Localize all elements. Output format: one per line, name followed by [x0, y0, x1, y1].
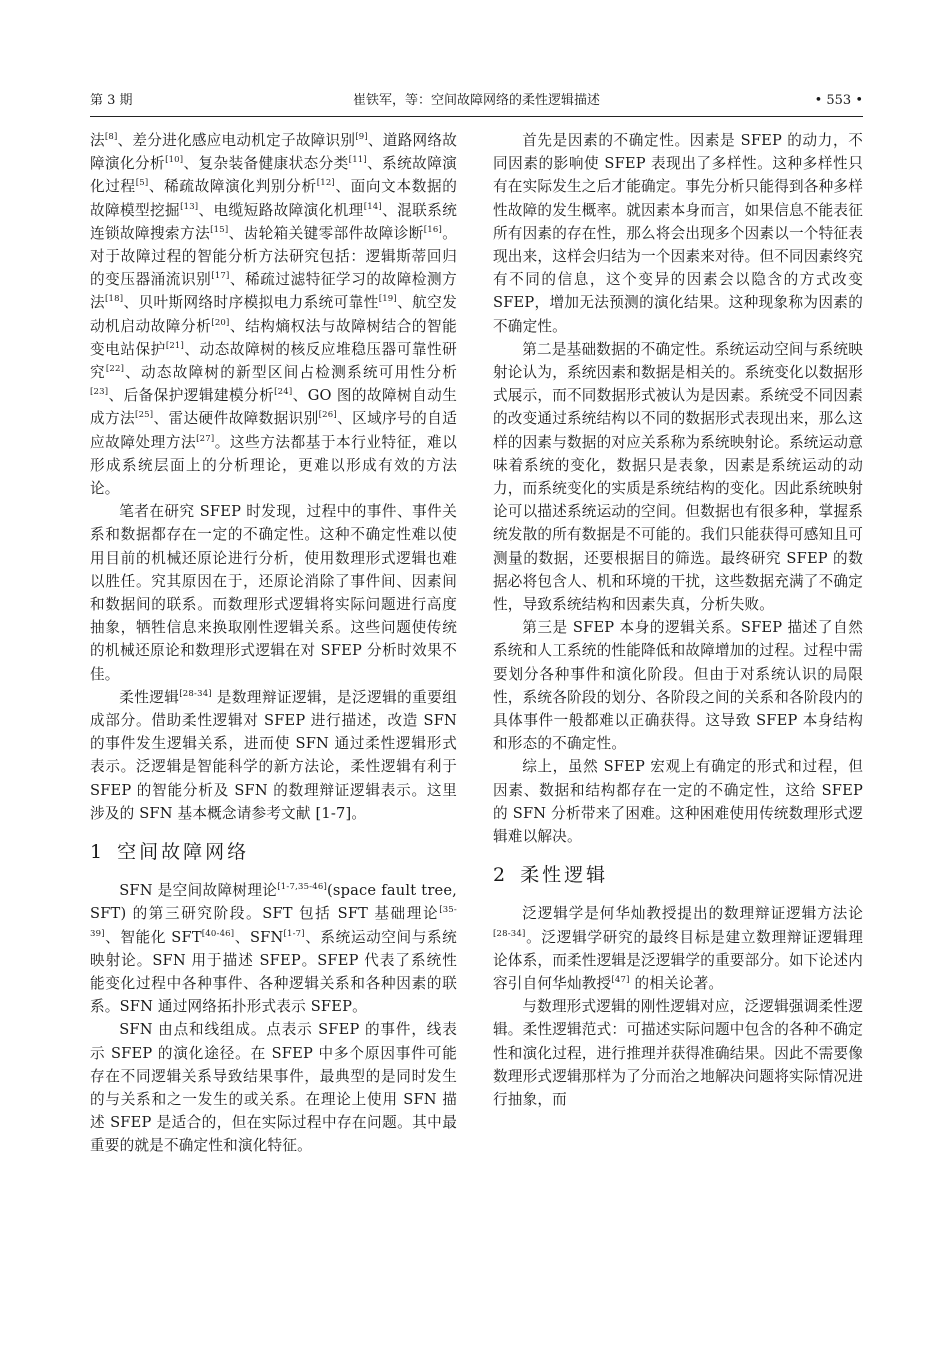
paragraph: 第二是基础数据的不确定性。系统运动空间与系统映射论认为，系统因素和数据是相关的。系统变化以数据形式展示，而不同数据形式被认为是因素。系统受不同因素的改变通过系统结构以不同的数据形式表现出来，那么这样的因素与数据的对应关系称为系统映射论。系统运动意味着系统的变化，数据只是表象，因素是系统运动的动力，而系统变化的实质是系统结构的变化。因此系统映射论可以描述系统运动的空间。但数据也有很多种，掌握系统发散的所有数据是不可能的。我们只能获得可感知且可测量的数据，还要根据目的筛选。最终研究 SFEP 的数据必将包含人、机和环境的干扰，这些数据充满了不确定性，导致系统结构和因素失真，分析失败。: [493, 340, 863, 614]
citation-ref: [24]: [274, 387, 293, 398]
section-heading: [90, 839, 457, 865]
section-heading: [493, 862, 863, 888]
citation-ref: [35-39]: [90, 905, 457, 939]
section-number: 1: [90, 841, 106, 864]
paragraph: 泛逻辑学是何华灿教授提出的数理辩证逻辑方法论[28-34]。泛逻辑学研究的最终目标是建立数理辩证逻辑理论体系，而柔性逻辑是泛逻辑学的重要部分。如下论述内容引自何华灿教授[47] 的相关论著。: [493, 905, 863, 992]
citation-ref: [21]: [165, 340, 185, 351]
paragraph: 法[8]、差分进化感应电动机定子故障识别[9]、道路网络故障演化分析[10]、复杂装备健康状态分类[11]、系统故障演化过程[5]、稀疏故障演化判别分析[12]、面向文本数据的故障模型挖掘[13]、电缆短路故障演化机理[14]、混联系统连锁故障搜索方法[15]、齿轮箱关键零部件故障诊断[16]。对于故障过程的智能分析方法研究包括：逻辑斯蒂回归的变压器涌流识别[17]、稀疏过滤特征学习的故障检测方法[18]、贝叶斯网络时序模拟电力系统可靠性[19]、航空发动机启动故障分析[20]、结构熵权法与故障树结合的智能变电站保护[21]、动态故障树的核反应堆稳压器可靠性研究[22]、动态故障树的新型区间占检测系统可用性分析[23]、后备保护逻辑建模分析[24]、GO 图的故障树自动生成方法[25]、雷达硬件故障数据识别[26]、区域序号的自适应故障处理方法[27]。这些方法都基于本行业特征，难以形成系统层面上的分析理论，更难以形成有效的方法论。: [90, 132, 458, 498]
paragraph: 首先是因素的不确定性。因素是 SFEP 的动力，不同因素的影响使 SFEP 表现出了多样性。这种多样性只有在实际发生之后才能确定。事先分析只能得到各种多样性故障的发生概率。就因素本身而言，如果信息不能表征所有因素的存在性，那么将会出现多个因素以一个特征表现出来，这样会归结为一个因素来对待。但不同因素终究有不同的信息，这个变异的因素会以隐含的方式改变 SFEP，增加无法预测的演化结果。这种现象称为因素的不确定性。: [493, 132, 863, 335]
citation-ref: [27]: [196, 433, 215, 444]
citation-ref: [28-34]: [493, 928, 526, 939]
running-header: [90, 88, 863, 114]
running-title: 崔铁军，等：空间故障网络的柔性逻辑描述: [352, 93, 600, 108]
citation-ref: [11]: [348, 155, 367, 166]
paragraph: 第三是 SFEP 本身的逻辑关系。SFEP 描述了自然系统和人工系统的性能降低和故障增加的过程。过程中需要划分各种事件和演化阶段。但由于对系统认识的局限性，系统各阶段的划分、各阶段之间的关系和各阶段内的具体事件一般都难以正确获得。这导致 SFEP 本身结构和形态的不确定性。: [493, 619, 863, 753]
section-title: 柔性逻辑: [520, 864, 609, 887]
citation-ref: [22]: [105, 364, 125, 375]
citation-ref: [19]: [378, 294, 397, 305]
citation-ref: [12]: [316, 178, 335, 189]
citation-ref: [16]: [423, 224, 442, 235]
citation-ref: [28-34]: [179, 688, 212, 699]
citation-ref: [1-7]: [283, 928, 305, 939]
citation-ref: [14]: [363, 201, 382, 212]
header-rule: [90, 116, 863, 117]
citation-ref: [20]: [211, 317, 230, 328]
citation-ref: [17]: [211, 271, 230, 282]
paragraph: 与数理形式逻辑的刚性逻辑对应，泛逻辑强调柔性逻辑。柔性逻辑范式：可描述实际问题中包含的各种不确定性和演化过程，进行推理并获得准确结果。因此不需要像数理形式逻辑那样为了分而治之地解决问题将实际情况进行抽象，而: [493, 998, 863, 1108]
section-number: 2: [493, 864, 509, 887]
citation-ref: [15]: [210, 224, 229, 235]
citation-ref: [23]: [90, 387, 109, 398]
right-column: [493, 129, 863, 1111]
paragraph: 柔性逻辑[28-34] 是数理辩证逻辑，是泛逻辑的重要组成部分。借助柔性逻辑对 SFEP 进行描述，改造 SFN 的事件发生逻辑关系，进而使 SFN 通过柔性逻辑形式表示。泛逻辑是智能科学的新方法论，柔性逻辑有利于 SFEP 的智能分析及 SFN 的数理辩证逻辑表示。这里涉及的 SFN 基本概念请参考文献 [1-7]。: [90, 688, 457, 822]
section-title: 空间故障网络: [117, 841, 250, 864]
citation-ref: [47]: [611, 974, 630, 985]
citation-ref: [8]: [104, 132, 118, 142]
journal-issue: 第 3 期: [90, 93, 133, 108]
citation-ref: [1-7,35-46]: [277, 882, 327, 893]
left-column: [90, 129, 457, 1158]
citation-ref: [25]: [135, 410, 154, 421]
citation-ref: [5]: [135, 178, 149, 189]
citation-ref: [26]: [318, 410, 337, 421]
paragraph: 综上，虽然 SFEP 宏观上有确定的形式和过程，但因素、数据和结构都存在一定的不确定性，这给 SFEP 的 SFN 分析带来了困难。这种困难使用传统数理形式逻辑难以解决。: [493, 758, 863, 846]
citation-ref: [40-46]: [201, 928, 235, 939]
citation-ref: [10]: [165, 155, 184, 166]
citation-ref: [9]: [355, 132, 368, 142]
citation-ref: [13]: [180, 201, 199, 212]
citation-ref: [18]: [105, 294, 124, 305]
paragraph: SFN 是空间故障树理论[1-7,35-46](space fault tree, SFT) 的第三研究阶段。SFT 包括 SFT 基础理论[35-39]、智能化 SFT[40-46]、SFN[1-7]、系统运动空间与系统映射论。SFN 用于描述 SFEP。SFEP 代表了系统性能变化过程中各种事件、各种逻辑关系和各种因素的联系。SFN 通过网络拓扑形式表示 SFEP。: [90, 882, 458, 1016]
page-number: • 553 •: [814, 93, 863, 108]
paragraph: SFN 由点和线组成。点表示 SFEP 的事件，线表示 SFEP 的演化途径。在 SFEP 中多个原因事件可能存在不同逻辑关系导致结果事件，最典型的是同时发生的与关系和之一发生的或关系。在理论上使用 SFN 描述 SFEP 是适合的，但在实际过程中存在问题。其中最重要的就是不确定性和演化特征。: [90, 1021, 457, 1155]
paragraph: 笔者在研究 SFEP 时发现，过程中的事件、事件关系和数据都存在一定的不确定性。这种不确定性难以使用目前的机械还原论进行分析，使用数理形式逻辑也难以胜任。究其原因在于，还原论消除了事件间、因素间和数据间的联系。而数理形式逻辑将实际问题进行高度抽象，牺牲信息来换取刚性逻辑关系。这些问题使传统的机械还原论和数理形式逻辑在对 SFEP 分析时效果不佳。: [90, 503, 457, 683]
